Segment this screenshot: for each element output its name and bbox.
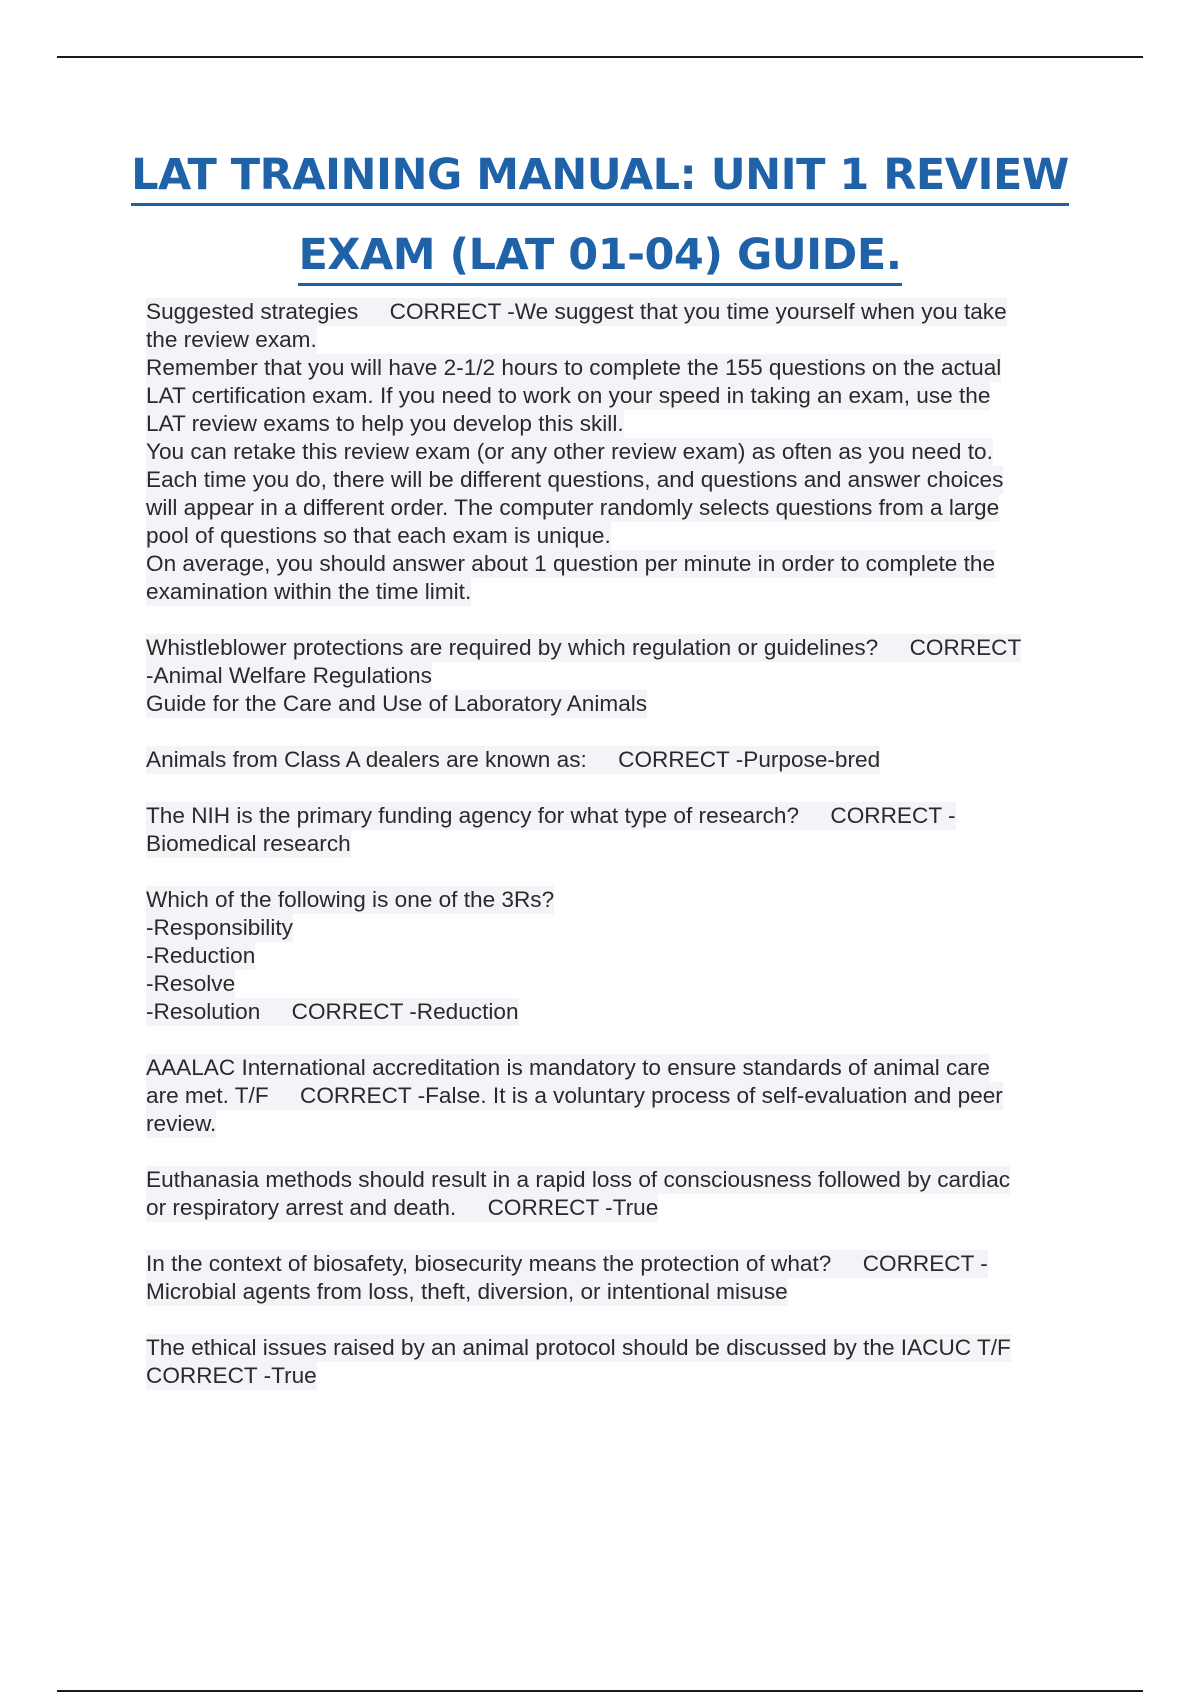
text-line: the review exam.: [146, 327, 317, 352]
text-line: On average, you should answer about 1 question per minute in order to complete the: [146, 551, 996, 576]
text-line: Biomedical research: [146, 831, 351, 856]
text-line: The ethical issues raised by an animal protocol should be discussed by the IACUC T/F: [146, 1335, 1011, 1360]
text-line: Whistleblower protections are required by which regulation or guidelines? CORRECT: [146, 635, 1022, 660]
text-line: will appear in a different order. The computer randomly selects questions from a large: [146, 495, 1000, 520]
document-title: [0, 140, 1200, 300]
text-line: Guide for the Care and Use of Laboratory Animals: [146, 691, 648, 716]
text-line: -Responsibility: [146, 915, 293, 940]
qa-block-iacuc: [146, 1334, 1086, 1390]
text-line: review.: [146, 1111, 217, 1136]
text-line: Euthanasia methods should result in a rapid loss of consciousness followed by cardiac: [146, 1167, 1011, 1192]
text-line: are met. T/F CORRECT -False. It is a voluntary process of self-evaluation and peer: [146, 1083, 1003, 1108]
text-line: Animals from Class A dealers are known as: CORRECT -Purpose-bred: [146, 747, 881, 772]
text-line: CORRECT -True: [146, 1363, 317, 1388]
text-line: or respiratory arrest and death. CORRECT -True: [146, 1195, 659, 1220]
text-line: You can retake this review exam (or any other review exam) as often as you need to.: [146, 439, 993, 464]
text-line: In the context of biosafety, biosecurity means the protection of what? CORRECT -: [146, 1251, 988, 1276]
text-line: -Resolve: [146, 971, 236, 996]
title-line-1: LAT TRAINING MANUAL: UNIT 1 REVIEW: [131, 147, 1069, 206]
qa-block-class-a-dealers: [146, 746, 1086, 774]
qa-block-3rs: [146, 886, 1086, 1026]
text-line: Remember that you will have 2-1/2 hours to complete the 155 questions on the actual: [146, 355, 1002, 380]
text-line: -Animal Welfare Regulations: [146, 663, 432, 688]
text-line: AAALAC International accreditation is mandatory to ensure standards of animal care: [146, 1055, 990, 1080]
document-body: [146, 298, 1086, 1418]
text-line: The NIH is the primary funding agency for what type of research? CORRECT -: [146, 803, 956, 828]
text-line: Suggested strategies CORRECT -We suggest that you time yourself when you take: [146, 299, 1007, 324]
qa-block-euthanasia: [146, 1166, 1086, 1222]
title-line-2: EXAM (LAT 01-04) GUIDE.: [298, 227, 901, 286]
text-line: LAT review exams to help you develop this skill.: [146, 411, 624, 436]
text-line: examination within the time limit.: [146, 579, 472, 604]
qa-block-whistleblower: [146, 634, 1086, 718]
text-line: LAT certification exam. If you need to work on your speed in taking an exam, use the: [146, 383, 991, 408]
top-rule: [57, 56, 1143, 58]
qa-block-nih: [146, 802, 1086, 858]
text-line: pool of questions so that each exam is unique.: [146, 523, 611, 548]
text-line: -Reduction: [146, 943, 256, 968]
qa-block-biosecurity: [146, 1250, 1086, 1306]
qa-block-aaalac: [146, 1054, 1086, 1138]
text-line: Which of the following is one of the 3Rs?: [146, 887, 555, 912]
bottom-rule: [57, 1690, 1143, 1692]
text-line: -Resolution CORRECT -Reduction: [146, 999, 519, 1024]
text-line: Microbial agents from loss, theft, diversion, or intentional misuse: [146, 1279, 788, 1304]
qa-block-strategies: [146, 298, 1086, 606]
text-line: Each time you do, there will be different questions, and questions and answer choices: [146, 467, 1004, 492]
